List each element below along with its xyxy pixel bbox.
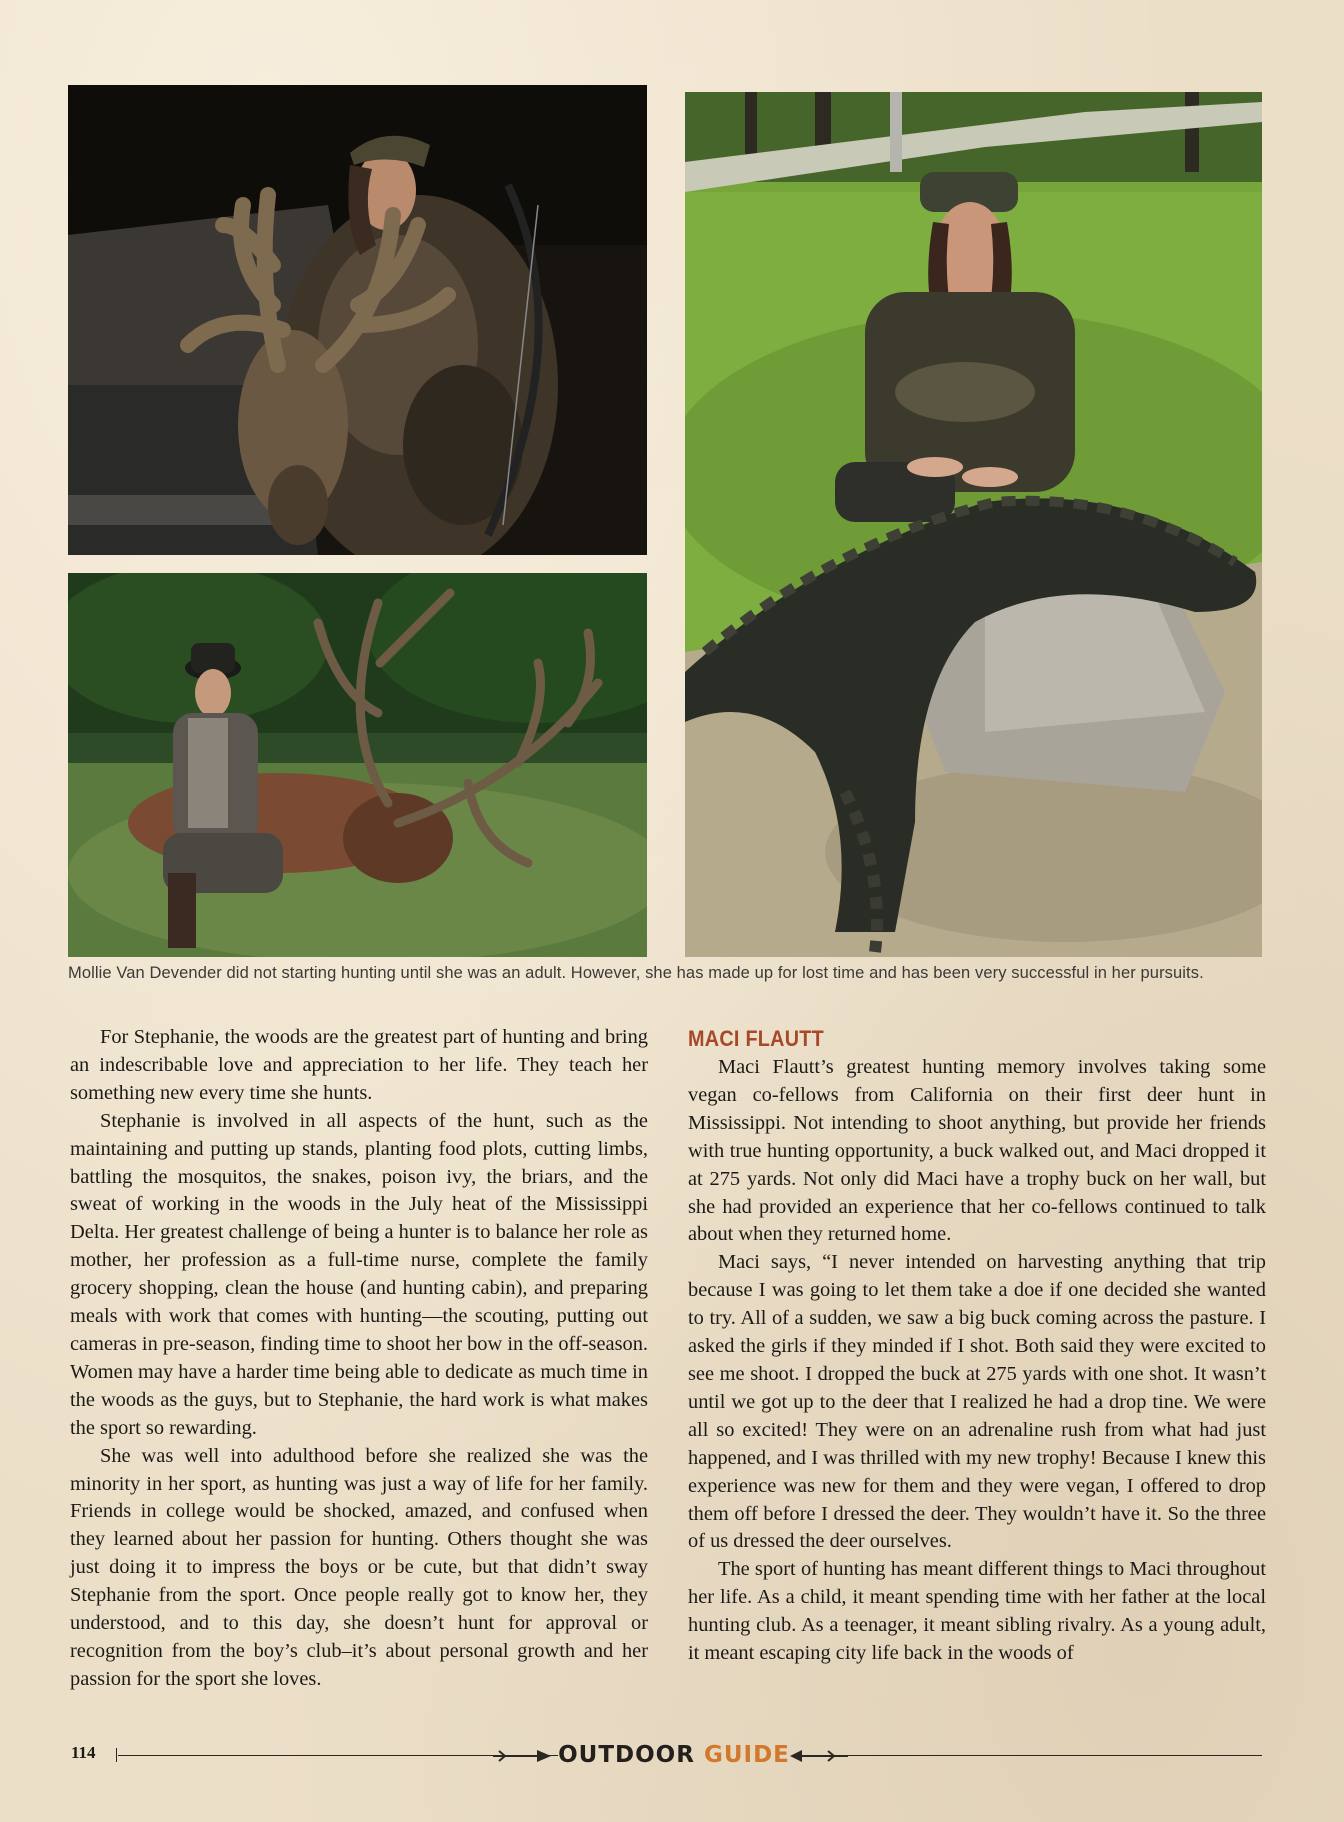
paragraph: The sport of hunting has meant different things to Maci throughout her life. As a child, it meant spending time with her father at the local hunting club. As a teenager, it meant sibling rivalry. As a young adult, it meant escaping city life back in the woods of — [688, 1558, 1266, 1665]
arrow-ornament-icon — [788, 1748, 848, 1764]
paragraph: Maci Flautt’s greatest hunting memory involves taking some vegan co-fellows from California on their first deer hunt in Mississippi. Not intending to shoot anything, but provide her friends with true hunting opportunity, a buck walked out, and Maci dropped it at 275 yards. Not only did Maci have a trophy buck on her wall, but she had provided an experience that her co-fellows continued to talk about when they returned home. — [688, 1056, 1266, 1246]
photo-caption: Mollie Van Devender did not starting hunting until she was an adult. However, she has made up for lost time and has been very successful in her pursuits. — [68, 964, 1204, 982]
footer-divider — [116, 1748, 117, 1762]
page-footer — [68, 1740, 1262, 1770]
logo-word-guide: GUIDE — [703, 1742, 790, 1768]
article-column-left — [70, 1024, 648, 1694]
hunter-with-velvet-buck-photo — [68, 85, 647, 555]
section-heading: MACI FLAUTT — [688, 1026, 825, 1051]
hunter-with-red-stag-photo — [68, 573, 647, 957]
paragraph: For Stephanie, the woods are the greatest part of hunting and bring an indescribable love and appreciation to her life. They teach her something new every time she hunts. — [70, 1026, 648, 1104]
paragraph: She was well into adulthood before she realized she was the minority in her sport, as hunting was just a way of life for her family. Friends in college would be shocked, amazed, and confused when they learned about her passion for hunting. Others thought she was just doing it to impress the boys or be cute, but that didn’t sway Stephanie from the sport. Once people really got to know her, they understood, and to this day, she doesn’t hunt for approval or recognition from the boy’s club–it’s about personal growth and her passion for the sport she loves. — [70, 1444, 648, 1690]
footer-rule-right — [848, 1755, 1262, 1756]
paragraph: Maci says, “I never intended on harvesting anything that trip because I was going to let them take a doe if one decided she wanted to try. All of a sudden, we saw a big buck coming across the pasture. I asked the girls if they minded if I shot. Both said they were excited to see me shoot. I dropped the buck at 275 yards with one shot. It wasn’t until we got up to the deer that I realized he had a drop tine. We were all so excited! They were on an adrenaline rush from what had just happened, and I was thrilled with my new trophy! Because I knew this experience was new for them and they were vegan, I offered to drop them off before I dressed the deer. They wouldn’t have it. So the three of us dressed the deer ourselves. — [688, 1251, 1266, 1553]
hunter-with-alligator-photo — [685, 92, 1262, 957]
article-column-right — [688, 1026, 1266, 1668]
paragraph: Stephanie is involved in all aspects of the hunt, such as the maintaining and putting up stands, planting food plots, cutting limbs, battling the mosquitos, the snakes, poison ivy, the briars, and the sweat of working in the woods in the July heat of the Mississippi Delta. Her greatest challenge of being a hunter is to balance her role as mother, her profession as a full-time nurse, complete the family grocery shopping, clean the house (and hunting cabin), and preparing meals with work that comes with hunting—the scouting, putting out cameras in pre-season, finding time to shoot her bow in the off-season. Women may have a harder time being able to dedicate as much time in the woods as the guys, but to Stephanie, the hard work is what makes the sport so rewarding. — [70, 1109, 648, 1439]
footer-rule-left — [118, 1755, 558, 1756]
logo-word-outdoor: OUTDOOR — [558, 1742, 695, 1768]
page-number: 114 — [71, 1743, 96, 1762]
arrow-ornament-icon — [493, 1748, 553, 1764]
magazine-logo — [558, 1740, 790, 1770]
